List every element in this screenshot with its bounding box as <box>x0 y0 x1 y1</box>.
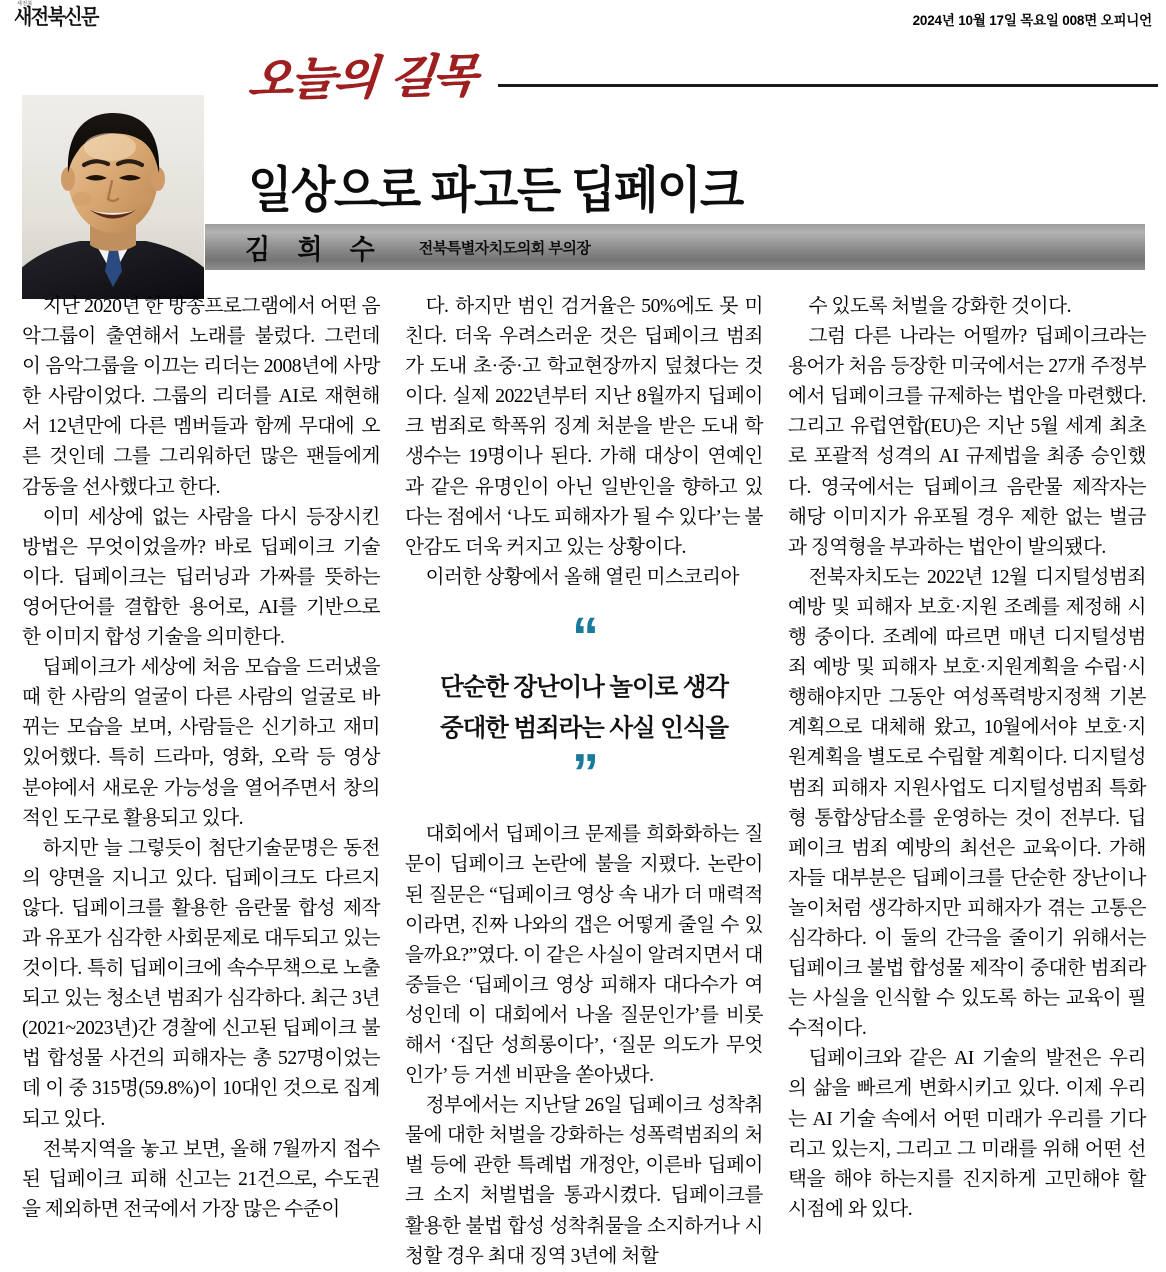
paragraph: 전북지역을 놓고 보면, 올해 7월까지 접수된 딥페이크 피해 신고는 21건으로, 수도권을 제외하면 전국에서 가장 많은 수준이 <box>22 1138 380 1220</box>
issue-info: 2024년 10월 17일 목요일 008면 오피니언 <box>912 13 1152 28</box>
paragraph: 딥페이크가 세상에 처음 모습을 드러냈을 때 한 사람의 얼굴이 다른 사람의 얼굴로 바뀌는 모습을 보며, 사람들은 신기하고 재미있어했다. 특히 드라마, 영화, 오락 등 영상 분야에서 새로운 가능성을 열어주면서 창의적인 도구로 활용되고 있다. <box>22 657 380 829</box>
author-role: 전북특별자치도의회 부의장 <box>418 239 591 257</box>
article-column-2 <box>405 292 763 1267</box>
article-kicker: 오늘의 길목 <box>245 48 478 107</box>
pull-quote-line-1: 단순한 장난이나 놀이로 생각 <box>440 673 728 701</box>
logo-superscript: 새전북 <box>17 1 33 7</box>
portrait-image <box>22 95 204 299</box>
newspaper-logo[interactable] <box>14 1 98 30</box>
quote-open-icon: “ <box>572 606 596 667</box>
page-title: 일상으로 파고든 딥페이크 <box>248 161 743 218</box>
article-body <box>22 292 1146 1267</box>
paragraph: 이러한 상황에서 올해 열린 미스코리아 <box>425 566 740 588</box>
pull-quote <box>405 607 763 808</box>
paragraph: 지난 2020년 한 방송프로그램에서 어떤 음악그룹이 출연해서 노래를 불렀다. 그런데 이 음악그룹을 이끄는 리더는 2008년에 사망한 사람이었다. 그룹의 리더를 AI로 재현해서 12년만에 다른 멤버들과 함께 무대에 오른 것인데 그를 그리워하던 많은 팬들에게 감동을 선사했다고 한다. <box>22 296 380 498</box>
masthead <box>0 0 1166 34</box>
pull-quote-line-2: 중대한 범죄라는 사실 인식을 <box>440 714 728 742</box>
paragraph: 다. 하지만 범인 검거율은 50%에도 못 미친다. 더욱 우려스러운 것은 딥페이크 범죄가 도내 초·중·고 학교현장까지 덮쳤다는 것이다. 실제 2022년부터 지난 8월까지 딥페이크 범죄로 학폭위 징계 처분을 받은 도내 학생수는 19명이나 된다. 가해 대상이 연예인과 같은 유명인이 아닌 일반인을 향하고 있다는 점에서 ‘나도 피해자가 될 수 있다’는 불안감도 더욱 커지고 있는 상황이다. <box>405 296 763 558</box>
paragraph: 전북자치도는 2022년 12월 디지털성범죄 예방 및 피해자 보호·지원 조례를 제정해 시행 중이다. 조례에 따르면 매년 디지털성범죄 예방 및 피해자 보호·지원계획을 수립·시행해야지만 그동안 여성폭력방지정책 기본계획으로 대체해 왔고, 10월에서야 보호·지원계획을 별도로 수립할 계획이다. 디지털성범죄 피해자 지원사업도 디지털성범죄 특화형 통합상담소를 운영하는 것이 전부다. 딥페이크 범죄 예방의 최선은 교육이다. 가해자들 대부분은 딥페이크를 단순한 장난이나 놀이처럼 생각하지만 피해자가 겪는 고통은 심각하다. 이 둘의 간극을 줄이기 위해서는 딥페이크 불법 합성물 제작이 중대한 범죄라는 사실을 인식할 수 있도록 하는 교육이 필수적이다. <box>788 566 1146 1040</box>
paragraph: 대회에서 딥페이크 문제를 희화화하는 질문이 딥페이크 논란에 불을 지폈다. 논란이 된 질문은 “딥페이크 영상 속 내가 더 매력적이라면, 진짜 나와의 갭은 어떻게 줄일 수 있을까요?”였다. 이 같은 사실이 알려지면서 대중들은 ‘딥페이크 영상 피해자 대다수가 여성인데 이 대회에서 나올 질문인가’를 비롯해서 ‘집단 성희롱이다’, ‘질문 의도가 무엇인가’ 등 거센 비판을 쏟아냈다. <box>405 824 763 1087</box>
paragraph: 이미 세상에 없는 사람을 다시 등장시킨 방법은 무엇이었을까? 바로 딥페이크 기술이다. 딥페이크는 딥러닝과 가짜를 뜻하는 영어단어를 결합한 용어로, AI를 기반으로 한 이미지 합성 기술을 의미한다. <box>22 506 380 649</box>
paragraph: 수 있도록 처벌을 강화한 것이다. <box>808 296 1072 317</box>
author-portrait <box>22 95 204 299</box>
quote-close-icon: ” <box>572 742 596 803</box>
article-header <box>0 36 1166 284</box>
paragraph: 정부에서는 지난달 26일 딥페이크 성착취물에 대한 처벌을 강화하는 성폭력범죄의 처벌 등에 관한 특례법 개정안, 이른바 딥페이크 소지 처벌법을 통과시켰다. 딥페이크를 활용한 불법 합성 성착취물을 소지하거나 시청할 경우 최대 징역 3년에 처할 <box>405 1095 763 1267</box>
article-column-1 <box>22 292 380 1220</box>
paragraph: 그럼 다른 나라는 어떨까? 딥페이크라는 용어가 처음 등장한 미국에서는 27개 주정부에서 딥페이크를 규제하는 법안을 마련했다. 그리고 유럽연합(EU)은 지난 5월 세계 최초로 포괄적 성격의 AI 규제법을 최종 승인했다. 영국에서는 딥페이크 음란물 제작자는 해당 이미지가 유포될 경우 제한 없는 벌금과 징역형을 부과하는 법안이 발의됐다. <box>788 326 1146 558</box>
author-name: 김 희 수 <box>245 232 385 265</box>
article-kicker-row <box>245 48 1158 114</box>
author-byline-bar <box>205 224 1145 270</box>
paragraph: 하지만 늘 그렇듯이 첨단기술문명은 동전의 양면을 지니고 있다. 딥페이크도 다르지 않다. 딥페이크를 활용한 음란물 합성 제작과 유포가 심각한 사회문제로 대두되고 있는 것이다. 특히 딥페이크에 속수무책으로 노출되고 있는 청소년 범죄가 심각하다. 최근 3년(2021~2023년)간 경찰에 신고된 딥페이크 불법 합성물 사건의 피해자는 총 527명이었는데 이 중 315명(59.8%)이 10대인 것으로 집계되고 있다. <box>22 837 380 1130</box>
logo-text: 새전북신문 <box>14 5 98 30</box>
kicker-divider <box>498 84 1158 87</box>
paragraph: 딥페이크와 같은 AI 기술의 발전은 우리의 삶을 빠르게 변화시키고 있다. 이제 우리는 AI 기술 속에서 어떤 미래가 우리를 기다리고 있는지, 그리고 그 미래를 위해 어떤 선택을 해야 하는지를 진지하게 고민해야 할 시점에 와 있다. <box>788 1048 1146 1220</box>
article-column-3 <box>788 292 1146 1220</box>
